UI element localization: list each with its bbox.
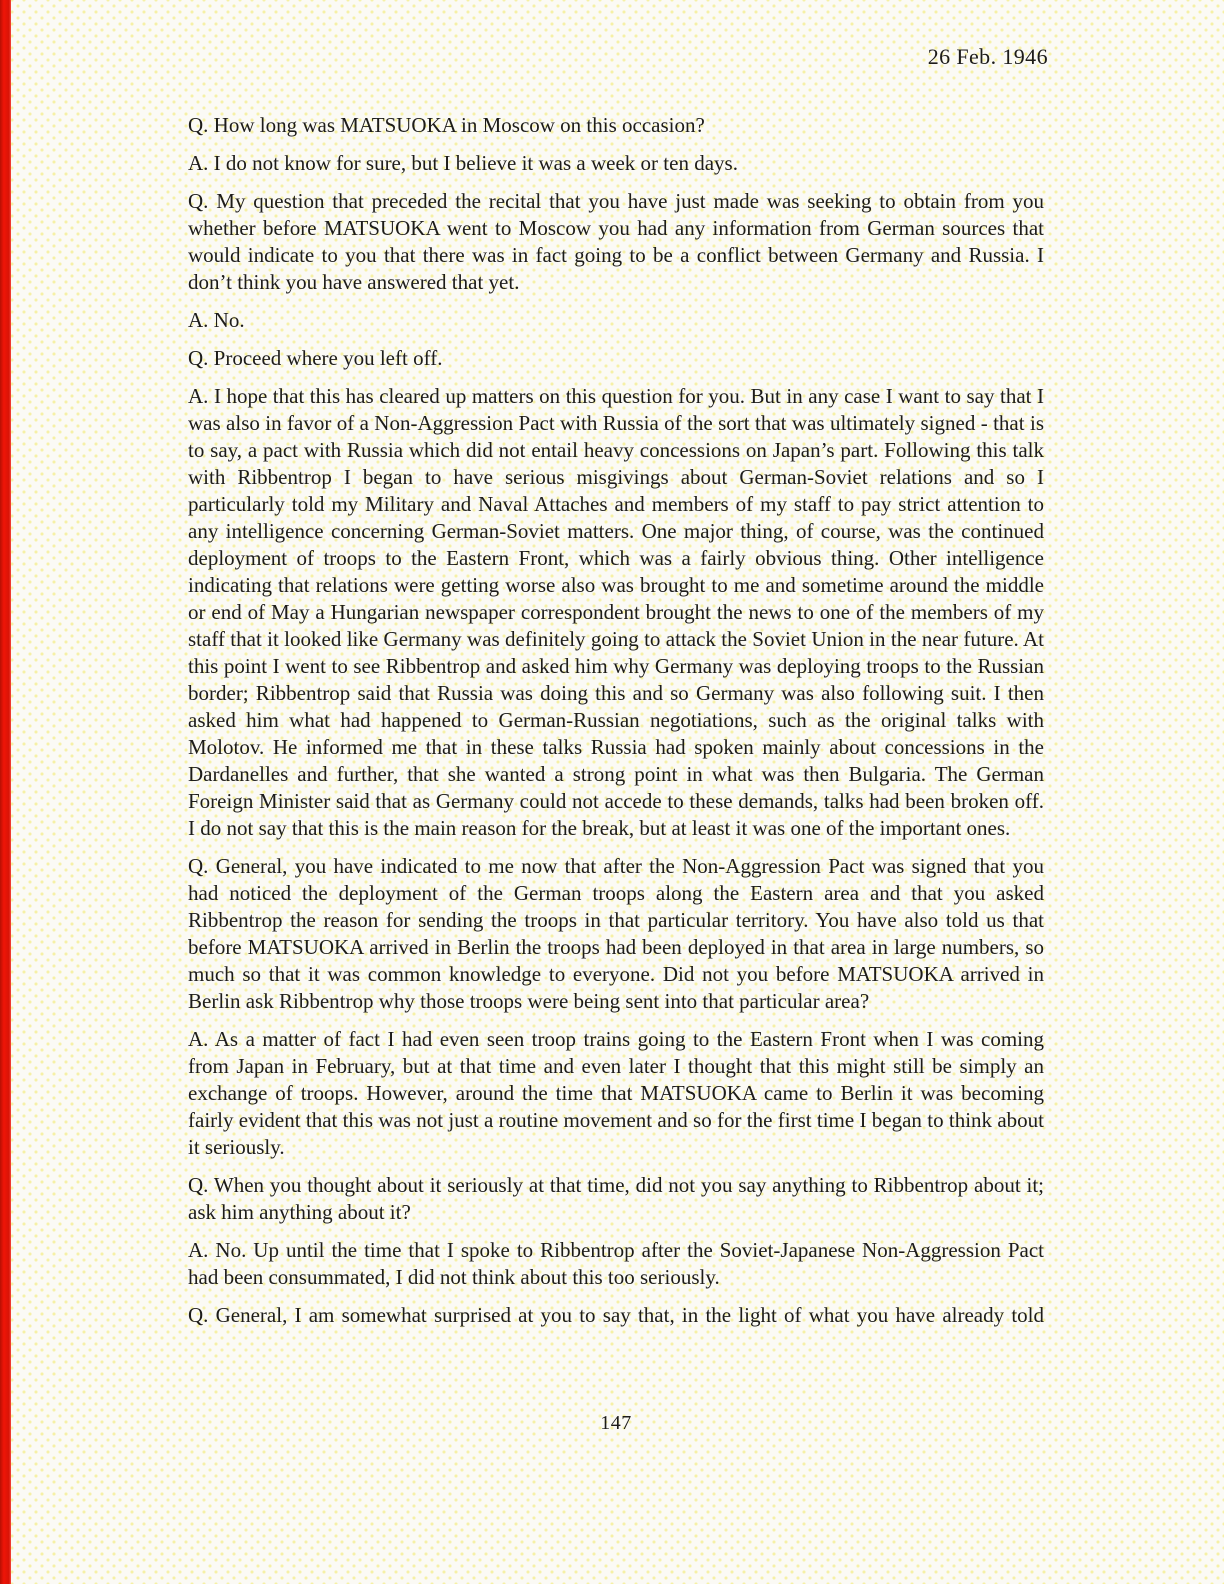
paragraph: Q. General, I am somewhat surprised at you to say that, in the light of what you have already told	[188, 1303, 1044, 1327]
transcript-body	[188, 112, 1044, 1340]
paragraph: A. No. Up until the time that I spoke to Ribbentrop after the Soviet-Japanese Non-Aggression Pact had been consummated, I did not think about this too seriously.	[188, 1238, 1044, 1289]
paragraph: A. As a matter of fact I had even seen troop trains going to the Eastern Front when I was coming from Japan in February, but at that time and even later I thought that this might still be simply an exchange of troops. However, around the time that MATSUOKA came to Berlin it was becoming fairly evident that this was not just a routine movement and so for the first time I began to think about it seriously.	[188, 1027, 1044, 1159]
page-number: 147	[600, 1412, 632, 1434]
date-line: 26 Feb. 1946	[927, 44, 1048, 69]
scan-edge-red-bar	[0, 0, 11, 1584]
paragraph: Q. When you thought about it seriously at that time, did not you say anything to Ribbentrop about it; ask him anything about it?	[188, 1173, 1044, 1224]
paragraph: Q. General, you have indicated to me now that after the Non-Aggression Pact was signed that you had noticed the deployment of the German troops along the Eastern area and that you asked Ribbentrop the reason for sending the troops in that particular territory. You have also told us that before MATSUOKA arrived in Berlin the troops had been deployed in that area in large numbers, so much so that it was common knowledge to everyone. Did not you before MATSUOKA arrived in Berlin ask Ribbentrop why those troops were being sent into that particular area?	[188, 854, 1044, 1013]
paragraph: A. I do not know for sure, but I believe it was a week or ten days.	[188, 151, 738, 175]
paragraph: Q. Proceed where you left off.	[188, 346, 443, 370]
paragraph: Q. My question that preceded the recital that you have just made was seeking to obtain from you whether before MATSUOKA went to Moscow you had any information from German sources that would indicate to you that there was in fact going to be a conflict between Germany and Russia. I don’t think you have answered that yet.	[188, 189, 1044, 294]
paragraph: A. I hope that this has cleared up matters on this question for you. But in any case I want to say that I was also in favor of a Non-Aggression Pact with Russia of the sort that was ultimately signed - that is to say, a pact with Russia which did not entail heavy concessions on Japan’s part. Following this talk with Ribbentrop I began to have serious misgivings about German-Soviet relations and so I particularly told my Military and Naval Attaches and members of my staff to pay strict attention to any intelligence concerning German-Soviet matters. One major thing, of course, was the continued deployment of troops to the Eastern Front, which was a fairly obvious thing. Other intelligence indicating that relations were getting worse also was brought to me and sometime around the middle or end of May a Hungarian newspaper correspondent brought the news to one of the members of my staff that it looked like Germany was definitely going to attack the Soviet Union in the near future. At this point I went to see Ribbentrop and asked him why Germany was deploying troops to the Russian border; Ribbentrop said that Russia was doing this and so Germany was also following suit. I then asked him what had happened to German-Russian negotiations, such as the original talks with Molotov. He informed me that in these talks Russia had spoken mainly about concessions in the Dardanelles and further, that she wanted a strong point in what was then Bulgaria. The German Foreign Minister said that as Germany could not accede to these demands, talks had been broken off. I do not say that this is the main reason for the break, but at least it was one of the important ones.	[188, 384, 1044, 840]
paragraph: Q. How long was MATSUOKA in Moscow on this occasion?	[188, 113, 705, 137]
paragraph: A. No.	[188, 308, 245, 332]
